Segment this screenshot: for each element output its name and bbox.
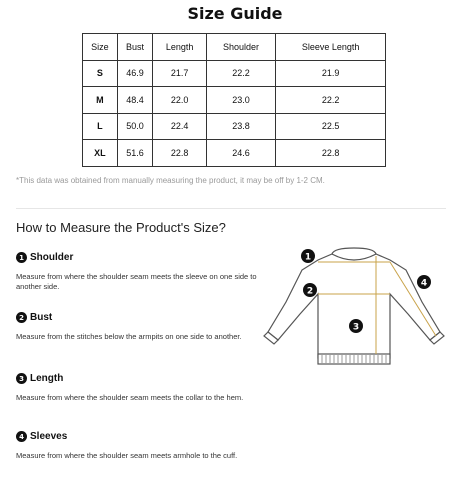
table-row <box>83 113 386 140</box>
page-title: Size Guide <box>187 4 283 23</box>
marker-4 <box>417 275 431 289</box>
cell-length: 22.0 <box>153 87 206 114</box>
cell-length: 21.7 <box>153 60 206 87</box>
marker-2 <box>303 283 317 297</box>
table-header-row <box>83 34 386 61</box>
header-size: Size <box>83 34 118 61</box>
section-divider <box>16 208 446 209</box>
marker-2-label: 2 <box>306 286 314 297</box>
cell-size: S <box>83 60 118 87</box>
cell-shoulder: 23.8 <box>206 113 275 140</box>
cell-sleeve-length: 22.5 <box>276 113 386 140</box>
step-label: Bust <box>30 312 53 323</box>
sweater-measure-diagram <box>260 240 460 380</box>
header-shoulder: Shoulder <box>206 34 275 61</box>
cell-bust: 48.4 <box>117 87 153 114</box>
cell-size: XL <box>83 140 118 167</box>
step-description: Measure from where the shoulder seam meets the sleeve on one side to another side. <box>16 272 257 291</box>
table-row <box>83 60 386 87</box>
table-row <box>83 87 386 114</box>
header-length: Length <box>153 34 206 61</box>
cell-sleeve-length: 22.8 <box>276 140 386 167</box>
size-table <box>82 33 386 167</box>
step-label: Length <box>30 373 64 384</box>
cell-size: L <box>83 113 118 140</box>
step-number-badge: 4 <box>16 431 27 442</box>
cell-length: 22.8 <box>153 140 206 167</box>
marker-1-label: 1 <box>304 252 312 263</box>
cell-length: 22.4 <box>153 113 206 140</box>
step-description: Measure from the stitches below the armpits on one side to another. <box>16 332 242 341</box>
cell-sleeve-length: 21.9 <box>276 60 386 87</box>
step-number-badge: 2 <box>16 312 27 323</box>
step-label: Sleeves <box>30 431 68 442</box>
marker-4-label: 4 <box>420 278 428 289</box>
step-label: Shoulder <box>30 252 74 263</box>
cell-shoulder: 24.6 <box>206 140 275 167</box>
step-description: Measure from where the shoulder seam meets armhole to the cuff. <box>16 451 238 460</box>
cell-shoulder: 23.0 <box>206 87 275 114</box>
header-bust: Bust <box>117 34 153 61</box>
step-bust <box>16 312 261 342</box>
header-sleeve-length: Sleeve Length <box>276 34 386 61</box>
cell-bust: 50.0 <box>117 113 153 140</box>
step-sleeves <box>16 431 261 461</box>
cell-bust: 46.9 <box>117 60 153 87</box>
measurement-note: *This data was obtained from manually measuring the product, it may be off by 1-2 CM. <box>16 176 325 185</box>
cell-size: M <box>83 87 118 114</box>
step-description: Measure from where the shoulder seam meets the collar to the hem. <box>16 393 244 402</box>
cell-sleeve-length: 22.2 <box>276 87 386 114</box>
cell-shoulder: 22.2 <box>206 60 275 87</box>
table-row <box>83 140 386 167</box>
cell-bust: 51.6 <box>117 140 153 167</box>
howto-heading: How to Measure the Product's Size? <box>16 220 226 235</box>
step-length <box>16 373 261 403</box>
step-number-badge: 3 <box>16 373 27 384</box>
step-shoulder <box>16 252 261 292</box>
marker-3-label: 3 <box>352 322 360 333</box>
marker-1 <box>301 249 315 263</box>
marker-3 <box>349 319 363 333</box>
step-number-badge: 1 <box>16 252 27 263</box>
